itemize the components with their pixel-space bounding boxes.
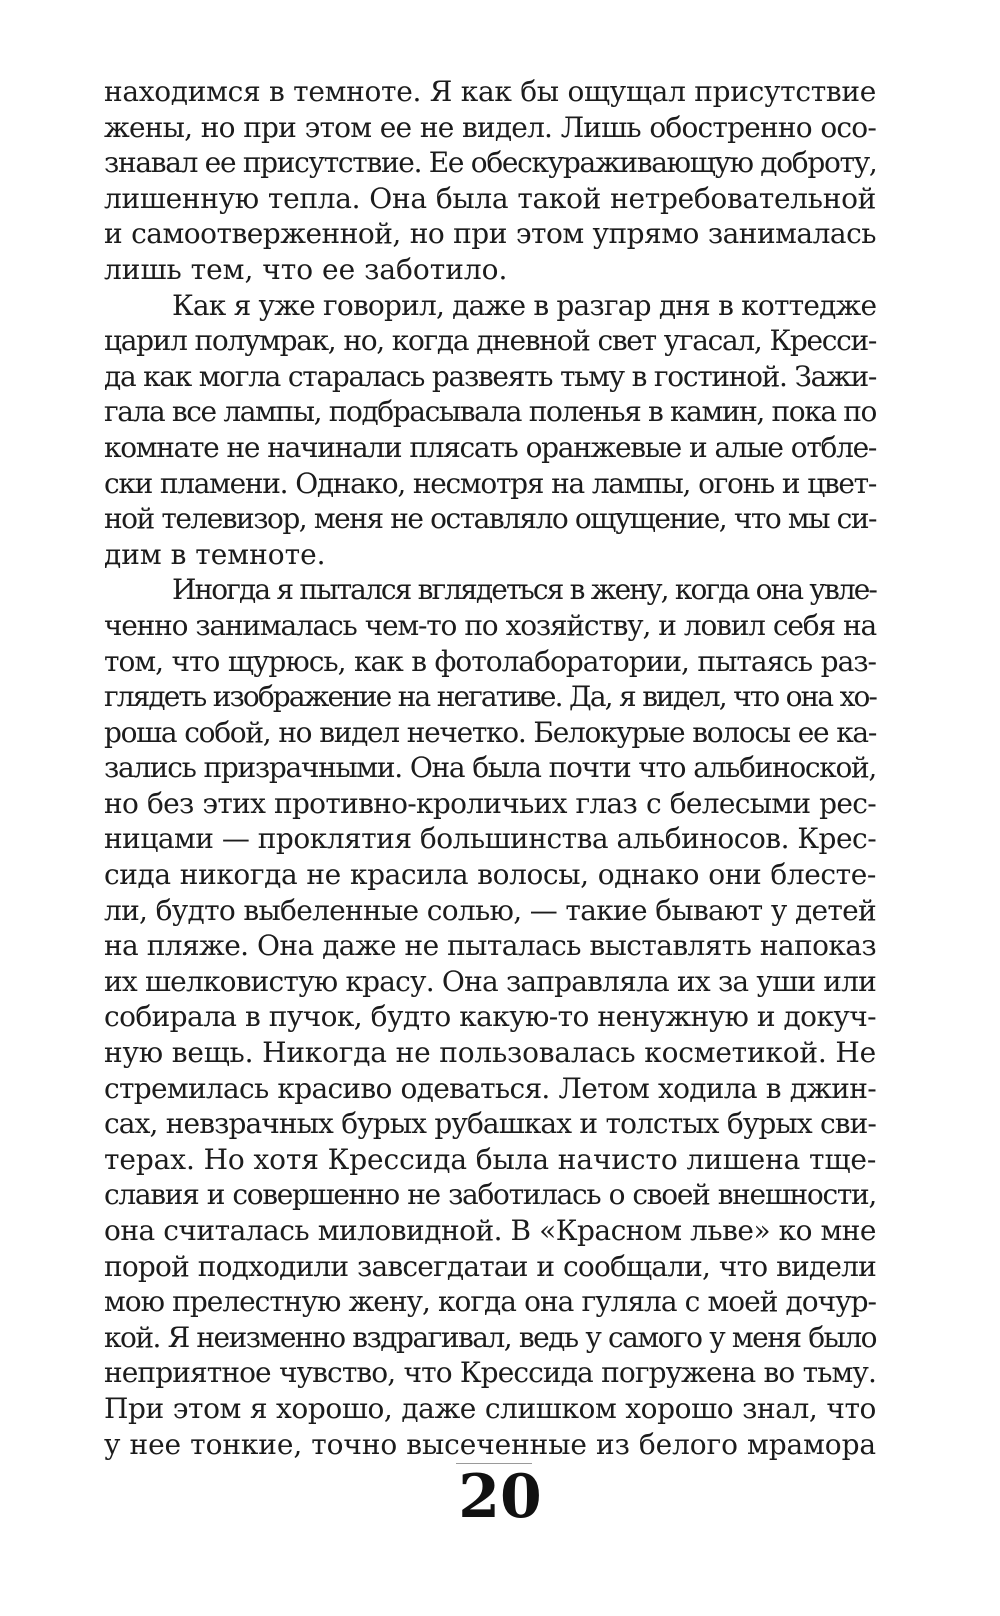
text-line: зались призрачными. Она была почти что альбиноской, — [104, 751, 876, 785]
text-line: роша собой, но видел нечетко. Белокурые волосы ее ка- — [104, 715, 876, 749]
text-line: гала все лампы, подбрасывала поленья в камин, пока по — [104, 395, 876, 429]
text-line: Как я уже говорил, даже в разгар дня в коттедже — [172, 288, 877, 322]
text-line: жены, но при этом ее не видел. Лишь обостренно осо- — [104, 110, 876, 144]
text-line: стремилась красиво одеваться. Летом ходила в джин- — [104, 1071, 876, 1105]
page-number: 20 — [458, 1462, 542, 1532]
text-line: лишь тем, что ее заботило. — [104, 252, 508, 286]
text-line: сах, невзрачных бурых рубашках и толстых бурых сви- — [104, 1107, 876, 1141]
text-line: их шелковистую красу. Она заправляла их за уши или — [104, 964, 876, 998]
text-line: собирала в пучок, будто какую-то ненужную и докуч- — [104, 1000, 876, 1034]
text-line: Иногда я пытался вглядеться в жену, когда она увле- — [172, 573, 876, 607]
text-line: она считалась миловидной. В «Красном льве» ко мне — [104, 1214, 876, 1247]
text-line: царил полумрак, но, когда дневной свет угасал, Кресси- — [104, 324, 876, 358]
text-line: сида никогда не красила волосы, однако они блесте- — [104, 858, 876, 892]
text-line: порой подходили завсегдатаи и сообщали, что видели — [104, 1249, 876, 1283]
text-line: ницами — проклятия большинства альбиносов. Крес- — [104, 822, 877, 856]
text-line: том, что щурюсь, как в фотолаборатории, пытаясь раз- — [104, 644, 876, 678]
text-line: неприятное чувство, что Крессида погружена во тьму. — [104, 1356, 876, 1390]
text-line: дим в темноте. — [104, 537, 326, 571]
text-line: на пляже. Она даже не пыталась выставлять напоказ — [104, 929, 876, 963]
text-line: знавал ее присутствие. Ее обескураживающую доброту, — [104, 146, 877, 180]
text-line: кой. Я неизменно вздрагивал, ведь у самого у меня было — [104, 1320, 876, 1354]
text-line: глядеть изображение на негативе. Да, я видел, что она хо- — [104, 680, 876, 714]
text-line: да как могла старалась развеять тьму в гостиной. Зажи- — [104, 359, 876, 393]
text-line: ную вещь. Никогда не пользовалась косметикой. Не — [104, 1036, 876, 1070]
text-line: ски пламени. Однако, несмотря на лампы, огонь и цвет- — [104, 466, 876, 500]
text-line: При этом я хорошо, даже слишком хорошо знал, что — [104, 1391, 876, 1425]
text-line: у нее тонкие, точно высеченные из белого мрамора — [104, 1427, 876, 1461]
text-line: мою прелестную жену, когда она гуляла с моей дочур- — [104, 1285, 876, 1319]
body-text — [104, 74, 876, 1462]
text-line: терах. Но хотя Крессида была начисто лишена тще- — [104, 1142, 877, 1176]
text-line: находимся в темноте. Я как бы ощущал присутствие — [104, 75, 876, 108]
text-line: славия и совершенно не заботилась о своей внешности, — [104, 1178, 876, 1212]
text-line: но без этих противно-кроличьих глаз с белесыми рес- — [104, 786, 876, 820]
text-line: лишенную тепла. Она была такой нетребовательной — [104, 181, 876, 215]
text-line: и самоотверженной, но при этом упрямо занималась — [104, 217, 876, 251]
text-line: комнате не начинали плясать оранжевые и алые отбле- — [104, 430, 876, 464]
text-line: ной телевизор, меня не оставляло ощущение, что мы си- — [104, 502, 876, 536]
text-line: ченно занималась чем-то по хозяйству, и ловил себя на — [104, 608, 876, 642]
text-line: ли, будто выбеленные солью, — такие бывают у детей — [104, 893, 876, 927]
